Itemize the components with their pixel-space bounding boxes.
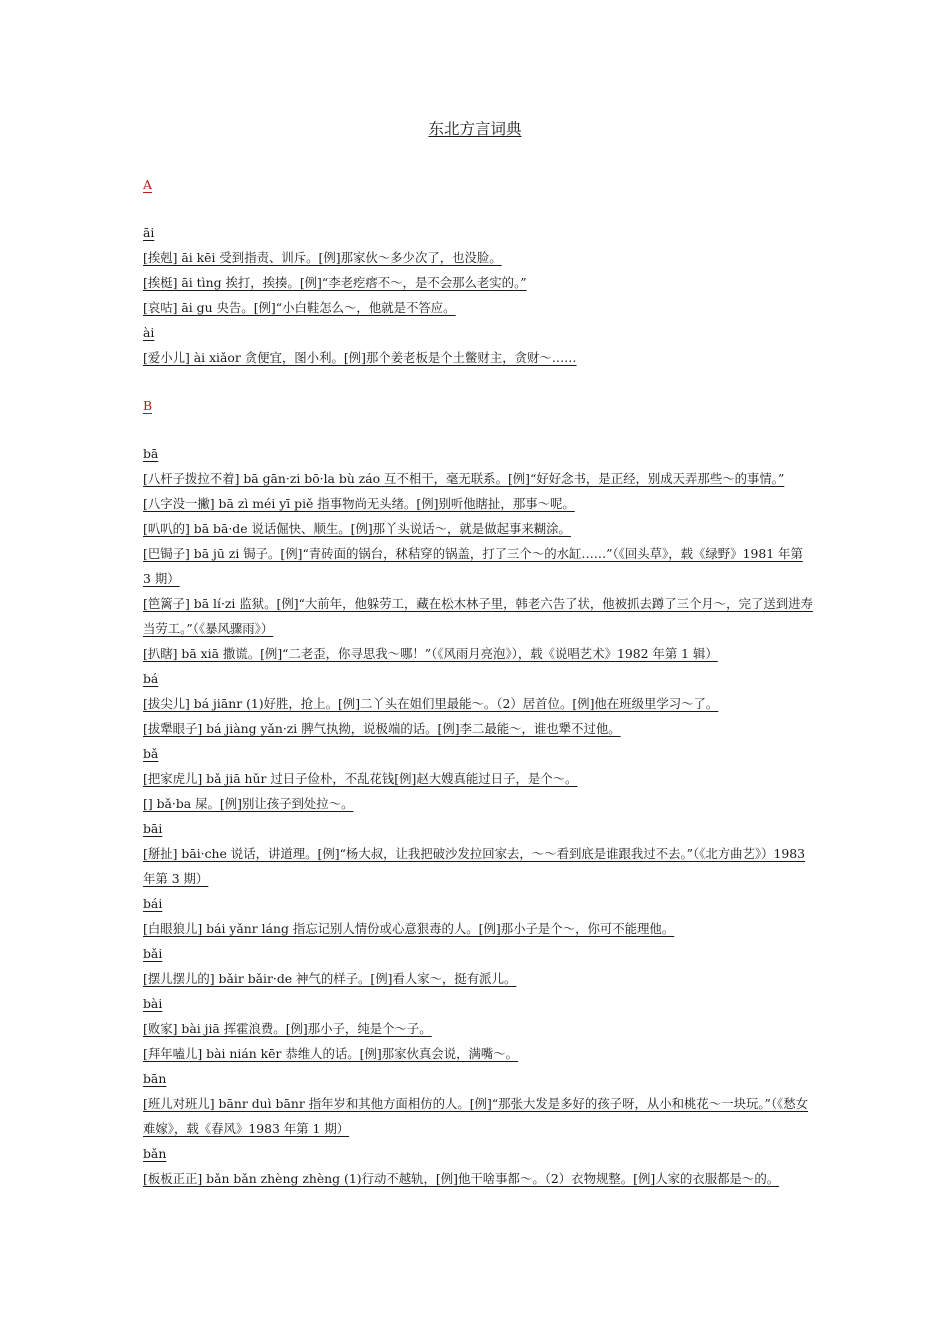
entry-text: [叭叭的] bā bā·de 说话倔快、顺生。[例]那丫头说话～，就是做起事来糊涂。 — [143, 521, 571, 536]
dictionary-entry — [143, 966, 813, 991]
spacer — [143, 418, 813, 441]
dictionary-entry — [143, 541, 813, 591]
entry-text: [] bǎ·ba 屎。[例]别让孩子到处拉～。 — [143, 796, 354, 811]
head-text: bǎi — [143, 946, 163, 961]
entry-text: [巴锔子] bā jū zi 锔子。[例]“青砖面的锅台，秫秸穿的锅盖，打了三个～的水缸……”（《回头草》，载《绿野》1981 年第 3 期） — [143, 546, 803, 586]
entry-text: [班儿对班儿] bānr duì bānr 指年岁和其他方面相仿的人。[例]“那张大发是多好的孩子呀，从小和桃花～一块玩。”（《愁女难嫁》，载《春风》1983 年第 1 期） — [143, 1096, 809, 1136]
section-text: A — [143, 177, 152, 192]
entry-text: [掰扯] bāi·che 说话，讲道理。[例]“杨大叔，让我把破沙发拉回家去，～～看到底是谁跟我过不去。”（《北方曲艺》）1983 年第 3 期） — [143, 846, 806, 886]
entry-text: [拔尖儿] bá jiānr (1)好胜，抢上。[例]二丫头在姐们里最能～。（2）居首位。[例]他在班级里学习～了。 — [143, 696, 719, 711]
head-text: bài — [143, 996, 163, 1011]
dictionary-entry — [143, 1166, 813, 1191]
section-text: B — [143, 398, 153, 413]
dictionary-entry — [143, 1016, 813, 1041]
head-text: bāi — [143, 821, 163, 836]
entry-text: [挨梃] āi tìng 挨打，挨揍。[例]“李老疙瘩不～，是不会那么老实的。” — [143, 275, 527, 290]
head-text: ài — [143, 325, 155, 340]
pinyin-heading — [143, 991, 813, 1016]
entry-text: [板板正正] bǎn bǎn zhèng zhèng (1)行动不越轨，[例]他干啥事都～。（2）衣物规整。[例]人家的衣服都是～的。 — [143, 1171, 780, 1186]
dictionary-entry — [143, 466, 813, 491]
dictionary-entry — [143, 591, 813, 641]
entry-text: [拜年嗑儿] bài nián kēr 恭维人的话。[例]那家伙真会说，满嘴～。 — [143, 1046, 519, 1061]
entry-text: [笆篱子] bā lí·zi 监狱。[例]“大前年，他躲劳工，藏在松木林子里，韩老六告了状，他被抓去蹲了三个月～，完了送到进寿当劳工。”（《暴风骤雨》） — [143, 596, 813, 636]
section-letter — [143, 172, 813, 197]
head-text: bǎn — [143, 1146, 167, 1161]
dictionary-entry — [143, 345, 813, 370]
entry-text: [哀咕] āi gu 央告。[例]“小白鞋怎么～，他就是不答应。 — [143, 300, 456, 315]
spacer — [143, 197, 813, 220]
head-text: āi — [143, 225, 155, 240]
dictionary-entry — [143, 295, 813, 320]
dictionary-entry — [143, 691, 813, 716]
head-text: bǎ — [143, 746, 159, 761]
entry-text: [白眼狼儿] bái yǎnr láng 指忘记别人情份或心意狠毒的人。[例]那小子是个～，你可不能理他。 — [143, 921, 675, 936]
section-letter — [143, 393, 813, 418]
head-text: bā — [143, 446, 159, 461]
document-title: 东北方言词典 — [428, 120, 522, 138]
entry-text: [扒瞎] bā xiā 撒谎。[例]“二老歪，你寻思我～哪！”（《风雨月亮泡》），载《说唱艺术》1982 年第 1 辑） — [143, 646, 718, 661]
pinyin-heading — [143, 666, 813, 691]
dictionary-entry — [143, 766, 813, 791]
entry-text: [八杆子拨拉不着] bā gān·zi bō·la bù záo 互不相干，毫无联系。[例]“好好念书，是正经，别成天弄那些～的事情。” — [143, 471, 785, 486]
entry-text: [挨剋] āi kēi 受到指责、训斥。[例]那家伙～多少次了，也没脸。 — [143, 250, 502, 265]
entry-text: [摆儿摆儿的] bǎir bǎir·de 神气的样子。[例]看人家～，挺有派儿。 — [143, 971, 517, 986]
pinyin-heading — [143, 320, 813, 345]
pinyin-heading — [143, 891, 813, 916]
dictionary-entry — [143, 491, 813, 516]
spacer — [143, 370, 813, 393]
dictionary-entry — [143, 245, 813, 270]
dictionary-entry — [143, 716, 813, 741]
dictionary-entry — [143, 791, 813, 816]
head-text: bá — [143, 671, 159, 686]
pinyin-heading — [143, 816, 813, 841]
dictionary-entry — [143, 1091, 813, 1141]
dictionary-entry — [143, 270, 813, 295]
entry-text: [把家虎儿] bǎ jiā hǔr 过日子俭朴，不乱花钱[例]赵大嫂真能过日子，是个～。 — [143, 771, 578, 786]
dictionary-entry — [143, 916, 813, 941]
pinyin-heading — [143, 1066, 813, 1091]
pinyin-heading — [143, 941, 813, 966]
pinyin-heading — [143, 1141, 813, 1166]
dictionary-entry — [143, 641, 813, 666]
dictionary-body — [143, 172, 813, 1191]
pinyin-heading — [143, 220, 813, 245]
entry-text: [爱小儿] ài xiǎor 贪便宜，图小利。[例]那个姜老板是个土鳖财主，贪财～…… — [143, 350, 577, 365]
dictionary-entry — [143, 516, 813, 541]
pinyin-heading — [143, 441, 813, 466]
head-text: bái — [143, 896, 163, 911]
head-text: bān — [143, 1071, 167, 1086]
dictionary-entry — [143, 841, 813, 891]
entry-text: [败家] bài jiā 挥霍浪费。[例]那小子，纯是个～子。 — [143, 1021, 432, 1036]
entry-text: [拔犟眼子] bá jiàng yǎn·zi 脾气执拗，说极端的话。[例]李二最能～，谁也犟不过他。 — [143, 721, 621, 736]
dictionary-entry — [143, 1041, 813, 1066]
pinyin-heading — [143, 741, 813, 766]
entry-text: [八字没一撇] bā zì méi yī piě 指事物尚无头绪。[例]别听他瞎扯，那事～呢。 — [143, 496, 575, 511]
